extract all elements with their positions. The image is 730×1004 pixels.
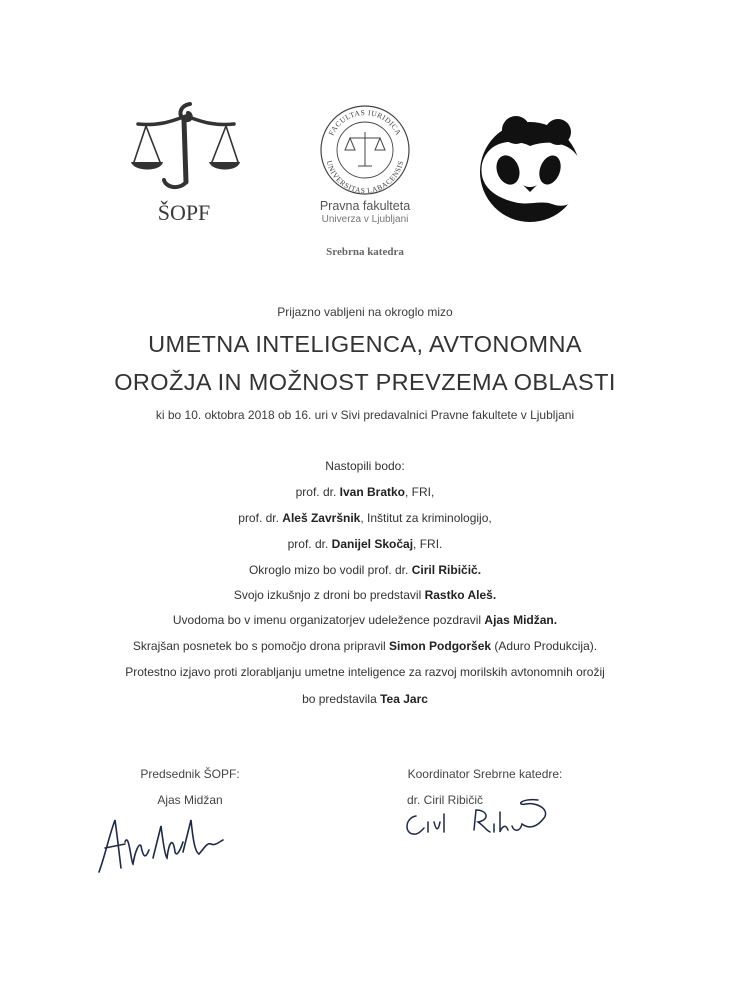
faculty-logo	[290, 104, 440, 264]
speaker-line: prof. dr. Danijel Skočaj, FRI.	[287, 537, 443, 551]
title-line-2: OROŽJA IN MOŽNOST PREVZEMA OBLASTI	[114, 369, 616, 395]
panda-face-icon	[478, 114, 588, 224]
panda-logo	[478, 114, 588, 224]
right-signatory-name: dr. Ciril Ribičič	[406, 793, 483, 807]
right-signature	[398, 796, 558, 846]
event-date-location: ki bo 10. oktobra 2018 ob 16. uri v Sivi predavalnici Pravne fakultete v Ljubljani	[155, 408, 575, 422]
program-line: Protestno izjavo proti zlorabljanju umetne inteligence za razvoj morilskih avtonomnih orožij	[125, 665, 605, 679]
program-line: Svojo izkušnjo z droni bo predstavil Rastko Aleš.	[233, 588, 497, 602]
speaker-line: prof. dr. Aleš Završnik, Inštitut za kriminologijo,	[238, 511, 492, 525]
scales-of-justice-icon	[128, 96, 240, 206]
program-line: Okroglo mizo bo vodil prof. dr. Ciril Ribičič.	[248, 563, 482, 577]
svg-text:FACULTAS IURIDICA: FACULTAS IURIDICA	[326, 107, 404, 137]
left-signatory-role: Predsednik ŠOPF:	[140, 767, 240, 781]
left-signatory-name: Ajas Midžan	[157, 793, 223, 807]
title-line-1: UMETNA INTELIGENCA, AVTONOMNA	[148, 331, 582, 357]
right-signatory-role: Koordinator Srebrne katedre:	[407, 767, 563, 781]
invitation-text: Prijazno vabljeni na okroglo mizo	[277, 305, 453, 319]
srebrna-katedra-label: Srebrna katedra	[326, 246, 404, 258]
faculty-seal-icon	[290, 104, 440, 196]
program-line: bo predstavila Tea Jarc	[302, 692, 428, 706]
speaker-name: Danijel Skočaj	[331, 537, 414, 551]
program-line: Skrajšan posnetek bo s pomočjo drona pripravil Simon Podgoršek (Aduro Produkcija).	[132, 639, 598, 653]
speakers-heading: Nastopili bodo:	[325, 459, 405, 473]
speaker-name: Aleš Završnik	[282, 511, 361, 525]
program-line: Uvodoma bo v imenu organizatorjev udeležence pozdravil Ajas Midžan.	[172, 613, 558, 627]
left-signature	[95, 812, 230, 878]
svg-text:UNIVERSITAS LABACENSIS: UNIVERSITAS LABACENSIS	[324, 159, 406, 196]
speaker-name: Ivan Bratko	[339, 485, 406, 499]
speaker-line: prof. dr. Ivan Bratko, FRI,	[295, 485, 435, 499]
sopf-wordmark: ŠOPF	[157, 200, 211, 225]
faculty-name: Pravna fakulteta	[319, 199, 411, 213]
faculty-university: Univerza v Ljubljani	[321, 214, 409, 225]
